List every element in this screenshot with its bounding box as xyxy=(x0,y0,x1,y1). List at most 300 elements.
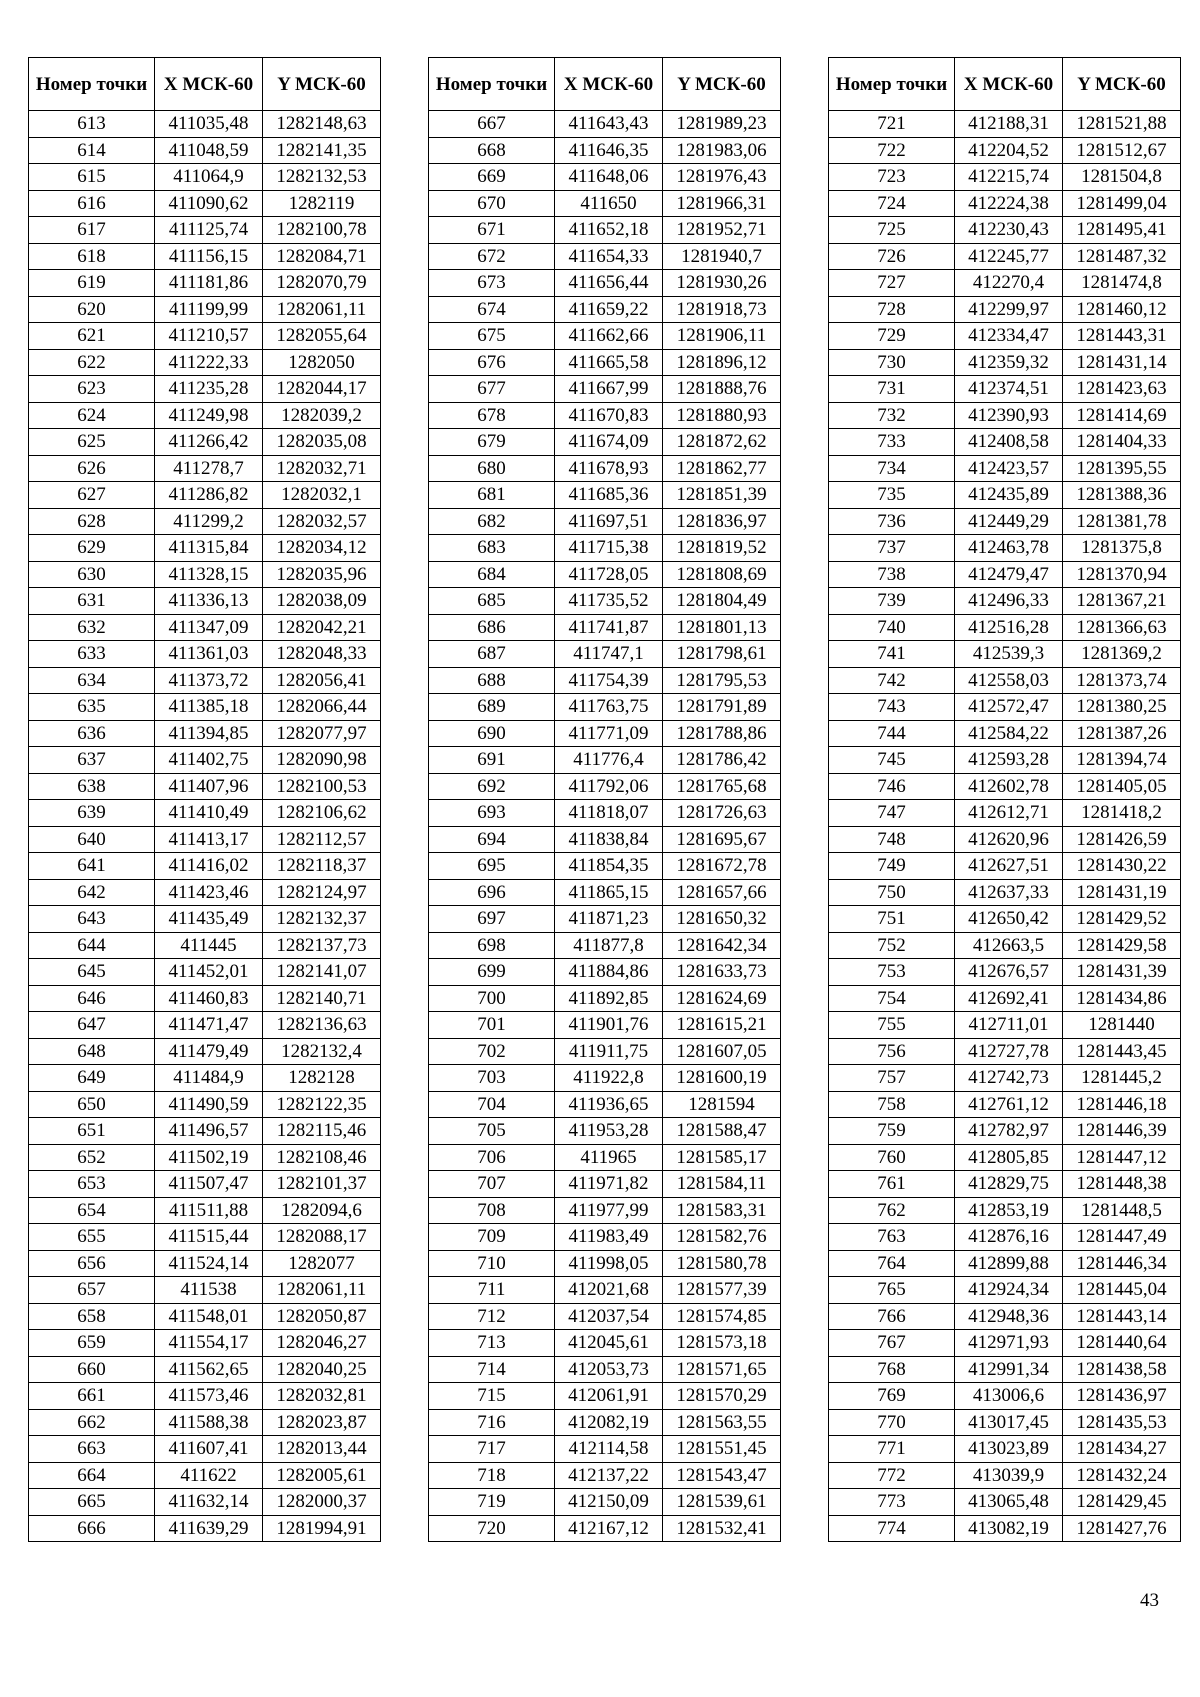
cell-y: 1281588,47 xyxy=(663,1118,781,1145)
cell-y: 1281366,63 xyxy=(1063,614,1181,641)
table-row xyxy=(429,588,781,615)
cell-point-number: 680 xyxy=(429,455,555,482)
cell-y: 1282132,4 xyxy=(263,1038,381,1065)
cell-point-number: 674 xyxy=(429,296,555,323)
cell-x: 412516,28 xyxy=(955,614,1063,641)
cell-x: 412853,19 xyxy=(955,1197,1063,1224)
cell-x: 411490,59 xyxy=(155,1091,263,1118)
cell-point-number: 702 xyxy=(429,1038,555,1065)
cell-point-number: 752 xyxy=(829,932,955,959)
cell-x: 411838,84 xyxy=(555,826,663,853)
cell-x: 412650,42 xyxy=(955,906,1063,933)
cell-y: 1282115,46 xyxy=(263,1118,381,1145)
cell-point-number: 689 xyxy=(429,694,555,721)
cell-point-number: 662 xyxy=(29,1409,155,1436)
cell-point-number: 731 xyxy=(829,376,955,403)
cell-point-number: 663 xyxy=(29,1436,155,1463)
cell-y: 1281395,55 xyxy=(1063,455,1181,482)
cell-x: 411977,99 xyxy=(555,1197,663,1224)
cell-y: 1282128 xyxy=(263,1065,381,1092)
cell-y: 1281836,97 xyxy=(663,508,781,535)
cell-y: 1282090,98 xyxy=(263,747,381,774)
cell-x: 411278,7 xyxy=(155,455,263,482)
cell-point-number: 706 xyxy=(429,1144,555,1171)
cell-point-number: 688 xyxy=(429,667,555,694)
table-row xyxy=(29,1356,381,1383)
cell-y: 1282034,12 xyxy=(263,535,381,562)
cell-y: 1281443,45 xyxy=(1063,1038,1181,1065)
cell-x: 411632,14 xyxy=(155,1489,263,1516)
cell-point-number: 690 xyxy=(429,720,555,747)
cell-point-number: 766 xyxy=(829,1303,955,1330)
cell-x: 411659,22 xyxy=(555,296,663,323)
table-row xyxy=(429,137,781,164)
cell-x: 412593,28 xyxy=(955,747,1063,774)
table-row xyxy=(429,667,781,694)
table-row xyxy=(829,720,1181,747)
cell-point-number: 632 xyxy=(29,614,155,641)
cell-x: 412045,61 xyxy=(555,1330,663,1357)
cell-point-number: 710 xyxy=(429,1250,555,1277)
cell-y: 1281582,76 xyxy=(663,1224,781,1251)
cell-x: 412390,93 xyxy=(955,402,1063,429)
cell-point-number: 613 xyxy=(29,111,155,138)
cell-y: 1282042,21 xyxy=(263,614,381,641)
cell-y: 1281543,47 xyxy=(663,1462,781,1489)
table-row xyxy=(829,376,1181,403)
cell-y: 1281607,05 xyxy=(663,1038,781,1065)
cell-x: 411156,15 xyxy=(155,243,263,270)
cell-point-number: 768 xyxy=(829,1356,955,1383)
cell-x: 411373,72 xyxy=(155,667,263,694)
cell-y: 1282044,17 xyxy=(263,376,381,403)
cell-point-number: 738 xyxy=(829,561,955,588)
cell-y: 1281657,66 xyxy=(663,879,781,906)
table-row xyxy=(829,1171,1181,1198)
cell-x: 411328,15 xyxy=(155,561,263,588)
table-row xyxy=(829,190,1181,217)
coordinates-table-2 xyxy=(428,57,781,1542)
cell-y: 1281434,27 xyxy=(1063,1436,1181,1463)
cell-point-number: 740 xyxy=(829,614,955,641)
cell-y: 1281642,34 xyxy=(663,932,781,959)
table-row xyxy=(429,323,781,350)
table-row xyxy=(29,190,381,217)
table-row xyxy=(29,1197,381,1224)
cell-y: 1281585,17 xyxy=(663,1144,781,1171)
cell-x: 412359,32 xyxy=(955,349,1063,376)
table-row xyxy=(429,1065,781,1092)
table-row xyxy=(829,111,1181,138)
table-row xyxy=(829,667,1181,694)
cell-point-number: 660 xyxy=(29,1356,155,1383)
table-row xyxy=(29,773,381,800)
cell-x: 411507,47 xyxy=(155,1171,263,1198)
cell-x: 411953,28 xyxy=(555,1118,663,1145)
cell-point-number: 624 xyxy=(29,402,155,429)
cell-x: 411210,57 xyxy=(155,323,263,350)
cell-point-number: 709 xyxy=(429,1224,555,1251)
cell-x: 412479,47 xyxy=(955,561,1063,588)
cell-y: 1282088,17 xyxy=(263,1224,381,1251)
table-row xyxy=(829,1144,1181,1171)
cell-x: 412676,57 xyxy=(955,959,1063,986)
cell-y: 1281445,04 xyxy=(1063,1277,1181,1304)
cell-y: 1281381,78 xyxy=(1063,508,1181,535)
cell-y: 1281577,39 xyxy=(663,1277,781,1304)
table-body xyxy=(429,111,781,1542)
table-row xyxy=(429,190,781,217)
table-row xyxy=(429,535,781,562)
cell-x: 412053,73 xyxy=(555,1356,663,1383)
cell-x: 411347,09 xyxy=(155,614,263,641)
cell-point-number: 639 xyxy=(29,800,155,827)
cell-point-number: 771 xyxy=(829,1436,955,1463)
cell-y: 1281369,2 xyxy=(1063,641,1181,668)
cell-y: 1281443,31 xyxy=(1063,323,1181,350)
table-row xyxy=(29,1515,381,1542)
cell-x: 411588,38 xyxy=(155,1409,263,1436)
cell-y: 1281808,69 xyxy=(663,561,781,588)
table-row xyxy=(29,323,381,350)
cell-point-number: 749 xyxy=(829,853,955,880)
cell-y: 1282119 xyxy=(263,190,381,217)
cell-point-number: 614 xyxy=(29,137,155,164)
table-row xyxy=(829,137,1181,164)
cell-y: 1281580,78 xyxy=(663,1250,781,1277)
table-row xyxy=(429,641,781,668)
cell-y: 1281788,86 xyxy=(663,720,781,747)
cell-point-number: 627 xyxy=(29,482,155,509)
cell-point-number: 726 xyxy=(829,243,955,270)
cell-y: 1282132,53 xyxy=(263,164,381,191)
table-row xyxy=(829,1250,1181,1277)
cell-x: 413039,9 xyxy=(955,1462,1063,1489)
cell-x: 412463,78 xyxy=(955,535,1063,562)
cell-point-number: 774 xyxy=(829,1515,955,1542)
cell-x: 412334,47 xyxy=(955,323,1063,350)
cell-point-number: 691 xyxy=(429,747,555,774)
table-row xyxy=(429,1277,781,1304)
cell-point-number: 652 xyxy=(29,1144,155,1171)
cell-point-number: 651 xyxy=(29,1118,155,1145)
cell-x: 412782,97 xyxy=(955,1118,1063,1145)
cell-x: 411502,19 xyxy=(155,1144,263,1171)
cell-x: 411413,17 xyxy=(155,826,263,853)
cell-y: 1282061,11 xyxy=(263,296,381,323)
cell-point-number: 626 xyxy=(29,455,155,482)
cell-x: 412021,68 xyxy=(555,1277,663,1304)
cell-y: 1281440 xyxy=(1063,1012,1181,1039)
table-row xyxy=(429,1038,781,1065)
cell-x: 411416,02 xyxy=(155,853,263,880)
cell-point-number: 721 xyxy=(829,111,955,138)
table-row xyxy=(429,800,781,827)
cell-x: 412761,12 xyxy=(955,1091,1063,1118)
table-row xyxy=(29,906,381,933)
table-row xyxy=(29,1489,381,1516)
cell-x: 411394,85 xyxy=(155,720,263,747)
table-row xyxy=(829,535,1181,562)
cell-point-number: 649 xyxy=(29,1065,155,1092)
cell-x: 411484,9 xyxy=(155,1065,263,1092)
cell-y: 1281394,74 xyxy=(1063,747,1181,774)
cell-point-number: 764 xyxy=(829,1250,955,1277)
cell-x: 411656,44 xyxy=(555,270,663,297)
table-row xyxy=(429,720,781,747)
cell-point-number: 643 xyxy=(29,906,155,933)
cell-y: 1282055,64 xyxy=(263,323,381,350)
cell-y: 1281448,38 xyxy=(1063,1171,1181,1198)
cell-y: 1282077 xyxy=(263,1250,381,1277)
table-row xyxy=(29,1144,381,1171)
cell-y: 1281447,49 xyxy=(1063,1224,1181,1251)
table-row xyxy=(829,482,1181,509)
cell-point-number: 729 xyxy=(829,323,955,350)
cell-y: 1281380,25 xyxy=(1063,694,1181,721)
cell-point-number: 748 xyxy=(829,826,955,853)
table-row xyxy=(829,1330,1181,1357)
table-row xyxy=(829,1065,1181,1092)
table-row xyxy=(29,800,381,827)
cell-point-number: 762 xyxy=(829,1197,955,1224)
table-row xyxy=(829,1038,1181,1065)
cell-x: 413023,89 xyxy=(955,1436,1063,1463)
cell-point-number: 707 xyxy=(429,1171,555,1198)
cell-x: 412572,47 xyxy=(955,694,1063,721)
cell-point-number: 732 xyxy=(829,402,955,429)
cell-point-number: 765 xyxy=(829,1277,955,1304)
cell-x: 411435,49 xyxy=(155,906,263,933)
cell-y: 1282118,37 xyxy=(263,853,381,880)
cell-x: 412584,22 xyxy=(955,720,1063,747)
cell-point-number: 620 xyxy=(29,296,155,323)
coordinates-table-1 xyxy=(28,57,381,1542)
cell-x: 411407,96 xyxy=(155,773,263,800)
table-row xyxy=(29,376,381,403)
cell-y: 1281429,45 xyxy=(1063,1489,1181,1516)
cell-x: 412408,58 xyxy=(955,429,1063,456)
table-row xyxy=(29,641,381,668)
cell-y: 1282032,81 xyxy=(263,1383,381,1410)
cell-y: 1282148,63 xyxy=(263,111,381,138)
cell-x: 411643,43 xyxy=(555,111,663,138)
cell-point-number: 733 xyxy=(829,429,955,456)
cell-x: 411402,75 xyxy=(155,747,263,774)
table-row xyxy=(829,1197,1181,1224)
table-row xyxy=(29,137,381,164)
cell-y: 1282050 xyxy=(263,349,381,376)
table-row xyxy=(29,1038,381,1065)
table-row xyxy=(29,561,381,588)
cell-x: 411199,99 xyxy=(155,296,263,323)
header-y: Y МСК-60 xyxy=(663,58,781,111)
cell-x: 413082,19 xyxy=(955,1515,1063,1542)
table-row xyxy=(429,111,781,138)
table-row xyxy=(829,243,1181,270)
table-row xyxy=(429,1012,781,1039)
table-row xyxy=(429,773,781,800)
cell-y: 1281432,24 xyxy=(1063,1462,1181,1489)
table-row xyxy=(29,270,381,297)
table-row xyxy=(429,243,781,270)
cell-y: 1281650,32 xyxy=(663,906,781,933)
cell-x: 411678,93 xyxy=(555,455,663,482)
cell-y: 1282100,53 xyxy=(263,773,381,800)
table-row xyxy=(429,402,781,429)
table-row xyxy=(829,614,1181,641)
cell-y: 1282039,2 xyxy=(263,402,381,429)
cell-y: 1281495,41 xyxy=(1063,217,1181,244)
table-row xyxy=(429,561,781,588)
cell-point-number: 615 xyxy=(29,164,155,191)
cell-y: 1281446,39 xyxy=(1063,1118,1181,1145)
cell-point-number: 685 xyxy=(429,588,555,615)
cell-x: 412899,88 xyxy=(955,1250,1063,1277)
table-row xyxy=(29,1462,381,1489)
cell-x: 412435,89 xyxy=(955,482,1063,509)
cell-point-number: 712 xyxy=(429,1303,555,1330)
cell-x: 412742,73 xyxy=(955,1065,1063,1092)
cell-x: 411747,1 xyxy=(555,641,663,668)
table-row xyxy=(29,1303,381,1330)
table-row xyxy=(429,879,781,906)
cell-x: 412150,09 xyxy=(555,1489,663,1516)
cell-y: 1281431,14 xyxy=(1063,349,1181,376)
cell-y: 1281940,7 xyxy=(663,243,781,270)
cell-y: 1281994,91 xyxy=(263,1515,381,1542)
cell-y: 1281504,8 xyxy=(1063,164,1181,191)
table-row xyxy=(829,747,1181,774)
table-row xyxy=(429,376,781,403)
cell-y: 1282056,41 xyxy=(263,667,381,694)
table-row xyxy=(829,1356,1181,1383)
cell-point-number: 667 xyxy=(429,111,555,138)
cell-point-number: 642 xyxy=(29,879,155,906)
cell-y: 1282046,27 xyxy=(263,1330,381,1357)
cell-x: 412558,03 xyxy=(955,667,1063,694)
table-row xyxy=(829,1515,1181,1542)
cell-y: 1281429,52 xyxy=(1063,906,1181,933)
table-row xyxy=(429,694,781,721)
cell-point-number: 742 xyxy=(829,667,955,694)
cell-x: 411479,49 xyxy=(155,1038,263,1065)
table-row xyxy=(429,1303,781,1330)
cell-x: 411892,85 xyxy=(555,985,663,1012)
table-row xyxy=(829,508,1181,535)
cell-y: 1281435,53 xyxy=(1063,1409,1181,1436)
cell-y: 1281448,5 xyxy=(1063,1197,1181,1224)
cell-y: 1281819,52 xyxy=(663,535,781,562)
cell-y: 1281695,67 xyxy=(663,826,781,853)
table-row xyxy=(429,1171,781,1198)
cell-point-number: 704 xyxy=(429,1091,555,1118)
header-y: Y МСК-60 xyxy=(1063,58,1181,111)
cell-x: 412496,33 xyxy=(955,588,1063,615)
cell-x: 411877,8 xyxy=(555,932,663,959)
cell-point-number: 686 xyxy=(429,614,555,641)
cell-y: 1281431,39 xyxy=(1063,959,1181,986)
table-row xyxy=(829,879,1181,906)
cell-x: 411652,18 xyxy=(555,217,663,244)
cell-point-number: 619 xyxy=(29,270,155,297)
cell-x: 411674,09 xyxy=(555,429,663,456)
cell-y: 1281791,89 xyxy=(663,694,781,721)
table-row xyxy=(829,1012,1181,1039)
cell-y: 1282050,87 xyxy=(263,1303,381,1330)
cell-point-number: 763 xyxy=(829,1224,955,1251)
cell-x: 411741,87 xyxy=(555,614,663,641)
cell-point-number: 687 xyxy=(429,641,555,668)
table-row xyxy=(429,1462,781,1489)
table-header-row xyxy=(29,58,381,111)
cell-point-number: 728 xyxy=(829,296,955,323)
table-row xyxy=(829,906,1181,933)
cell-x: 411771,09 xyxy=(555,720,663,747)
cell-x: 411983,49 xyxy=(555,1224,663,1251)
cell-y: 1281430,22 xyxy=(1063,853,1181,880)
cell-y: 1281786,42 xyxy=(663,747,781,774)
table-row xyxy=(429,1118,781,1145)
cell-y: 1282137,73 xyxy=(263,932,381,959)
cell-y: 1281795,53 xyxy=(663,667,781,694)
cell-x: 411315,84 xyxy=(155,535,263,562)
cell-point-number: 725 xyxy=(829,217,955,244)
cell-x: 411646,35 xyxy=(555,137,663,164)
cell-x: 412449,29 xyxy=(955,508,1063,535)
cell-point-number: 770 xyxy=(829,1409,955,1436)
cell-point-number: 676 xyxy=(429,349,555,376)
cell-y: 1281414,69 xyxy=(1063,402,1181,429)
cell-y: 1281633,73 xyxy=(663,959,781,986)
cell-x: 411496,57 xyxy=(155,1118,263,1145)
cell-point-number: 718 xyxy=(429,1462,555,1489)
cell-x: 411735,52 xyxy=(555,588,663,615)
cell-y: 1281445,2 xyxy=(1063,1065,1181,1092)
cell-point-number: 654 xyxy=(29,1197,155,1224)
cell-x: 411511,88 xyxy=(155,1197,263,1224)
cell-y: 1281539,61 xyxy=(663,1489,781,1516)
cell-x: 411818,07 xyxy=(555,800,663,827)
cell-point-number: 653 xyxy=(29,1171,155,1198)
cell-y: 1281872,62 xyxy=(663,429,781,456)
cell-point-number: 734 xyxy=(829,455,955,482)
table-row xyxy=(29,482,381,509)
cell-x: 412620,96 xyxy=(955,826,1063,853)
cell-y: 1282101,37 xyxy=(263,1171,381,1198)
table-row xyxy=(829,402,1181,429)
table-row xyxy=(429,217,781,244)
cell-x: 411090,62 xyxy=(155,190,263,217)
table-row xyxy=(29,243,381,270)
cell-x: 411064,9 xyxy=(155,164,263,191)
table-row xyxy=(29,535,381,562)
table-row xyxy=(29,1091,381,1118)
cell-y: 1281574,85 xyxy=(663,1303,781,1330)
cell-x: 411249,98 xyxy=(155,402,263,429)
cell-point-number: 711 xyxy=(429,1277,555,1304)
table-row xyxy=(829,641,1181,668)
cell-point-number: 655 xyxy=(29,1224,155,1251)
table-row xyxy=(29,720,381,747)
cell-point-number: 699 xyxy=(429,959,555,986)
cell-point-number: 683 xyxy=(429,535,555,562)
cell-x: 412971,93 xyxy=(955,1330,1063,1357)
header-x: X МСК-60 xyxy=(555,58,663,111)
cell-x: 411423,46 xyxy=(155,879,263,906)
cell-y: 1281600,19 xyxy=(663,1065,781,1092)
cell-x: 411035,48 xyxy=(155,111,263,138)
